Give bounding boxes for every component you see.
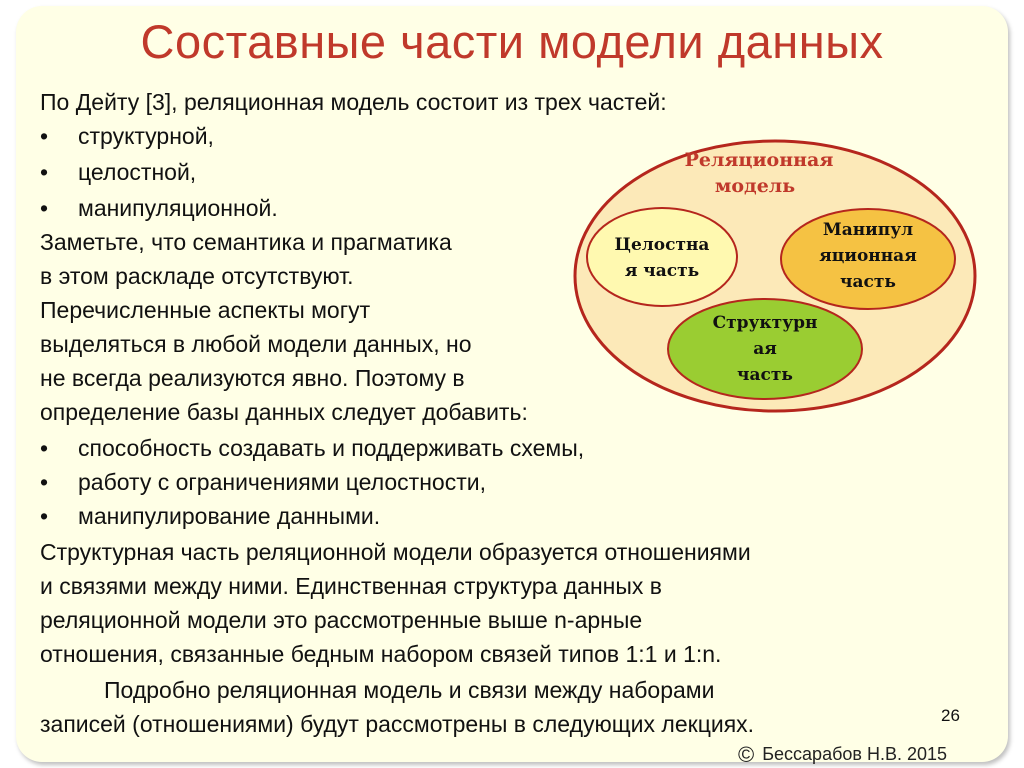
part-label: структурной, [78,123,214,149]
structure-line: реляционной модели это рассмотренные выше n-арные [40,607,643,633]
integrity-part-label: я часть [624,261,700,281]
structural-part-label: ая [753,339,777,359]
addition-label: способность создавать и поддерживать схемы, [78,435,585,461]
structure-line: отношения, связанные бедным набором связей типов 1:1 и 1:n. [40,641,722,667]
note-line: выделяться в любой модели данных, но [40,331,472,357]
addition-item [40,500,380,532]
bullet-icon: • [40,435,49,461]
structure-line: и связями между ними. Единственная структура данных в [40,573,663,599]
copyright-text: Бессарабов Н.В. 2015 [762,744,948,764]
part-label: целостной, [78,159,197,185]
manipulation-part-label: часть [840,272,896,292]
structure-line: Структурная часть реляционной модели образуется отношениями [40,539,751,565]
note-line: Заметьте, что семантика и прагматика [40,229,452,255]
page-number: 26 [941,706,960,725]
note-line: в этом раскладе отсутствуют. [40,263,354,289]
bullet-icon: • [40,195,49,221]
addition-label: манипулирование данными. [78,503,381,529]
addition-item [40,432,584,464]
bullet-icon: • [40,159,49,185]
bullet-icon: • [40,469,49,495]
addition-item [40,466,486,498]
relational-model-label: Реляционная [684,149,834,171]
closing-line: записей (отношениями) будут рассмотрены в следующих лекциях. [40,711,755,737]
copyright-icon: © [738,742,755,767]
part-item-manipulation [40,192,278,224]
slide-title: Составные части модели данных [140,15,884,68]
bullet-icon: • [40,123,49,149]
note-line: определение базы данных следует добавить: [40,399,528,425]
manipulation-part-label: Манипул [822,220,914,240]
closing-line: Подробно реляционная модель и связи между наборами [104,677,715,703]
integrity-part-label: Целостна [614,235,710,255]
relational-model-label: модель [714,175,796,197]
note-line: Перечисленные аспекты могут [40,297,371,323]
part-label: манипуляционной. [78,195,278,221]
relational-model-diagram [572,138,978,414]
manipulation-part-label: яционная [819,246,917,266]
intro-text: По Дейту [3], реляционная модель состоит из трех частей: [40,89,667,115]
part-item-integrity [40,156,196,188]
copyright-notice [738,742,947,768]
structural-part-label: Структурн [712,313,818,333]
addition-label: работу с ограничениями целостности, [78,469,486,495]
integrity-part-ellipse [587,208,737,306]
note-line: не всегда реализуются явно. Поэтому в [40,365,465,391]
part-item-structural [40,120,214,152]
bullet-icon: • [40,503,49,529]
structural-part-label: часть [737,365,793,385]
